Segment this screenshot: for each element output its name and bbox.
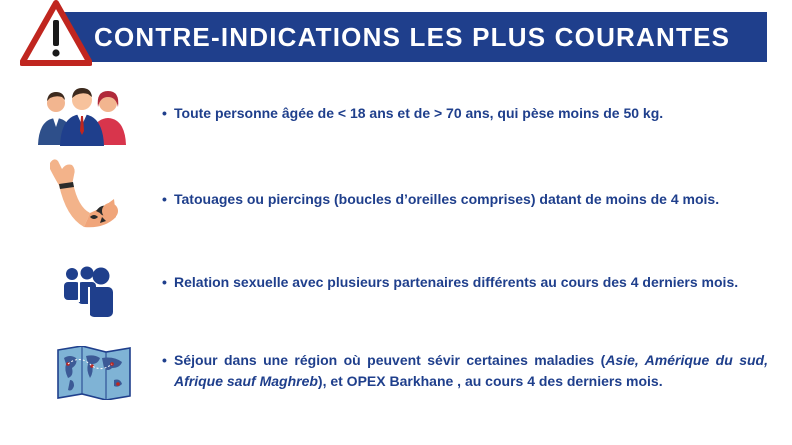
item-text: • Toute personne âgée de < 18 ans et de > 70 ans, qui pèse moins de 50 kg. xyxy=(162,105,664,121)
group-people-icon xyxy=(36,85,128,147)
item-text: • Séjour dans une région où peuvent sévir certaines maladies (Asie, Amérique du sud, Afrique sauf Maghreb), et OPEX Barkhane , au cours 4 des derniers mois. xyxy=(162,352,768,389)
warning-triangle-icon xyxy=(20,0,92,66)
item-text: • Tatouages ou piercings (boucles d’oreilles comprises) datant de moins de 4 mois. xyxy=(162,191,720,207)
world-map-icon xyxy=(56,346,132,400)
tattooed-arm-icon xyxy=(44,155,118,239)
page-title: CONTRE-INDICATIONS LES PLUS COURANTES xyxy=(94,22,731,52)
partners-icon xyxy=(62,262,114,320)
item-text: • Relation sexuelle avec plusieurs partenaires différents au cours des 4 derniers mois. xyxy=(162,274,739,290)
